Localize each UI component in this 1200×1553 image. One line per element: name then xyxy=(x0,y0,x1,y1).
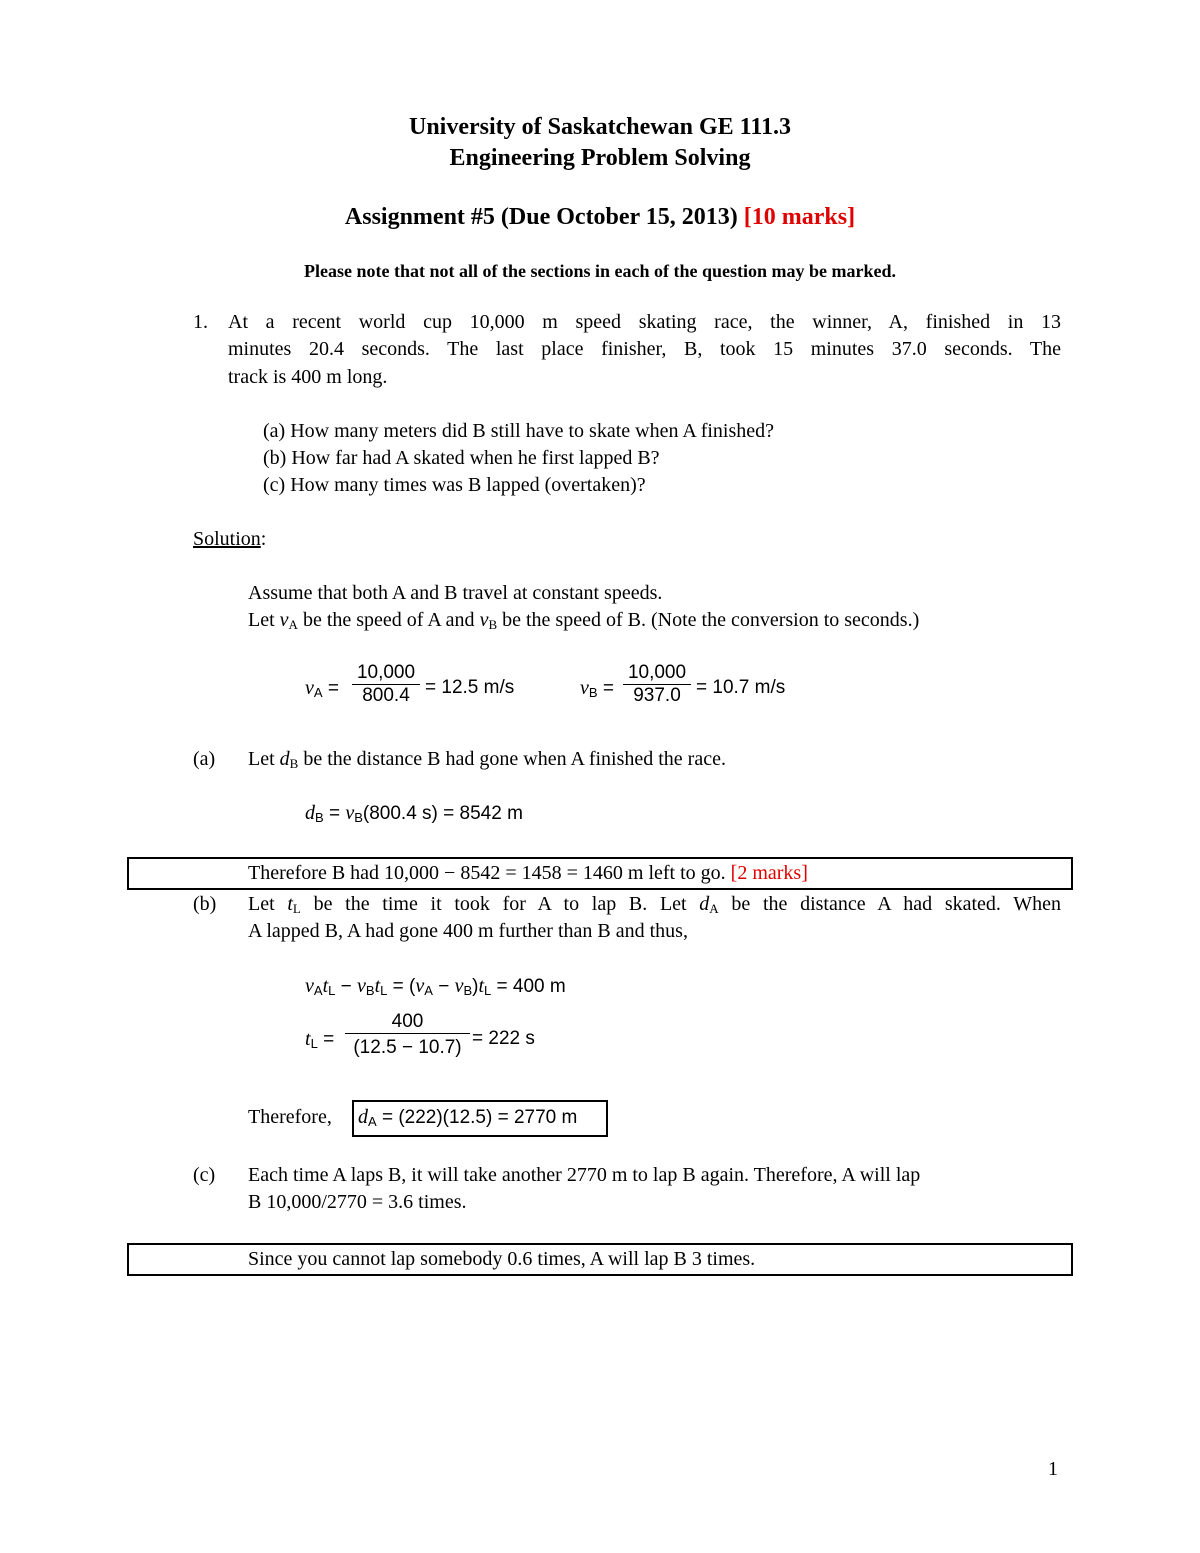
part-b-line-1 xyxy=(248,893,1061,917)
part-a-equation-rhs: (800.4 s) = 8542 m xyxy=(362,803,523,824)
let-mid-1: be the speed of A and xyxy=(297,609,480,631)
part-a-marks: [2 marks] xyxy=(730,862,808,884)
part-b-equation-2-fraction xyxy=(345,1011,470,1059)
symbol-tL: $t_L$ xyxy=(287,893,301,916)
part-a-equation: $d_B = v_B(800.4$ s) = 8542 m xyxy=(305,802,523,825)
question-part-c: (c) How many times was B lapped (overtaken)? xyxy=(263,474,646,496)
question-part-b: (b) How far had A skated when he first lapped B? xyxy=(263,447,660,469)
part-b-line-2: A lapped B, A had gone 400 m further than B and thus, xyxy=(248,920,688,942)
symbol-dA: $d_A$ xyxy=(699,893,719,916)
part-b-text-a: Let xyxy=(248,893,288,915)
part-c-line-2: B 10,000/2770 = 3.6 times. xyxy=(248,1191,467,1213)
part-b-numerator: 400 xyxy=(391,1011,424,1032)
solution-assumption: Assume that both A and B travel at constant speeds. xyxy=(248,582,663,604)
part-b-equation-2-result: = 222 s xyxy=(472,1028,535,1049)
eq-vB-lhs: $v_B$ = xyxy=(580,677,614,700)
symbol-dB: $d_B$ xyxy=(279,748,299,771)
assignment-marks: [10 marks] xyxy=(743,204,856,230)
question-line-3: track is 400 m long. xyxy=(228,366,388,388)
assignment-heading xyxy=(0,204,1200,231)
eq-vA-numerator: 10,000 xyxy=(356,662,416,683)
part-b-equation-2-lhs: $t_L$ = xyxy=(305,1028,335,1051)
marking-note: Please note that not all of the sections in each of the question may be marked. xyxy=(304,261,896,281)
symbol-vB: $v_B$ xyxy=(479,609,498,632)
part-a-answer-text: Therefore B had 10,000 − 8542 = 1458 = 1460 m left to go. xyxy=(248,862,731,884)
part-c-label: (c) xyxy=(193,1164,216,1186)
course-title: University of Saskatchewan GE 111.3 xyxy=(408,114,792,140)
solution-definition xyxy=(248,609,919,633)
solution-label: Solution xyxy=(193,528,261,550)
eq-vA-denominator: 800.4 xyxy=(352,684,420,707)
question-part-a: (a) How many meters did B still have to skate when A finished? xyxy=(263,420,775,442)
part-b-therefore: Therefore, xyxy=(248,1106,332,1128)
eq-vB-numerator: 10,000 xyxy=(627,662,687,683)
eq-vB-result: = 10.7 m/s xyxy=(696,677,786,698)
symbol-vA: $v_A$ xyxy=(279,609,298,632)
part-c-answer: Since you cannot lap somebody 0.6 times, A will lap B 3 times. xyxy=(248,1248,756,1270)
assignment-title: Assignment #5 (Due October 15, 2013) xyxy=(344,204,738,230)
eq-vB-denominator: 937.0 xyxy=(623,684,691,707)
part-b-equation-1: $v_At_L - v_Bt_L = (v_A - v_B)t_L = 400$ m xyxy=(305,975,566,998)
eq-vA-result: = 12.5 m/s xyxy=(425,677,515,698)
part-b-equation-1-rhs: = 400 m xyxy=(491,976,566,997)
part-b-label: (b) xyxy=(193,893,217,915)
part-c-line-1: Each time A laps B, it will take another 2770 m to lap B again. Therefore, A will lap xyxy=(248,1164,921,1186)
question-line-1: At a recent world cup 10,000 m speed skating race, the winner, A, finished in 13 xyxy=(228,311,1061,333)
question-number: 1. xyxy=(193,311,208,333)
eq-vA-lhs: $v_A$ = xyxy=(305,677,339,700)
let-prefix: Let xyxy=(248,609,280,631)
eq-vA-fraction xyxy=(352,662,420,707)
solution-colon: : xyxy=(260,528,267,550)
part-a-label: (a) xyxy=(193,748,216,770)
part-b-answer-rhs: = (222)(12.5) = 2770 m xyxy=(376,1107,578,1128)
part-b-text-b: be the time it took for A to lap B. Let xyxy=(300,893,700,915)
course-subtitle: Engineering Problem Solving xyxy=(449,145,751,171)
part-a-text-post: be the distance B had gone when A finished the race. xyxy=(298,748,726,770)
part-a-text-pre: Let xyxy=(248,748,280,770)
page-number: 1 xyxy=(1048,1458,1058,1480)
part-b-text-c: be the distance A had skated. When xyxy=(718,893,1061,915)
part-b-denominator: (12.5 − 10.7) xyxy=(345,1033,470,1059)
part-a-text xyxy=(248,748,726,772)
let-mid-2: be the speed of B. (Note the conversion to seconds.) xyxy=(497,609,920,631)
solution-heading xyxy=(193,528,266,551)
question-line-2: minutes 20.4 seconds. The last place finisher, B, took 15 minutes 37.0 seconds. The xyxy=(228,338,1061,360)
part-b-answer: $d_A = (222)(12.5) = 2770$ m xyxy=(358,1106,578,1129)
eq-vB-fraction xyxy=(623,662,691,707)
part-a-answer xyxy=(248,862,808,885)
